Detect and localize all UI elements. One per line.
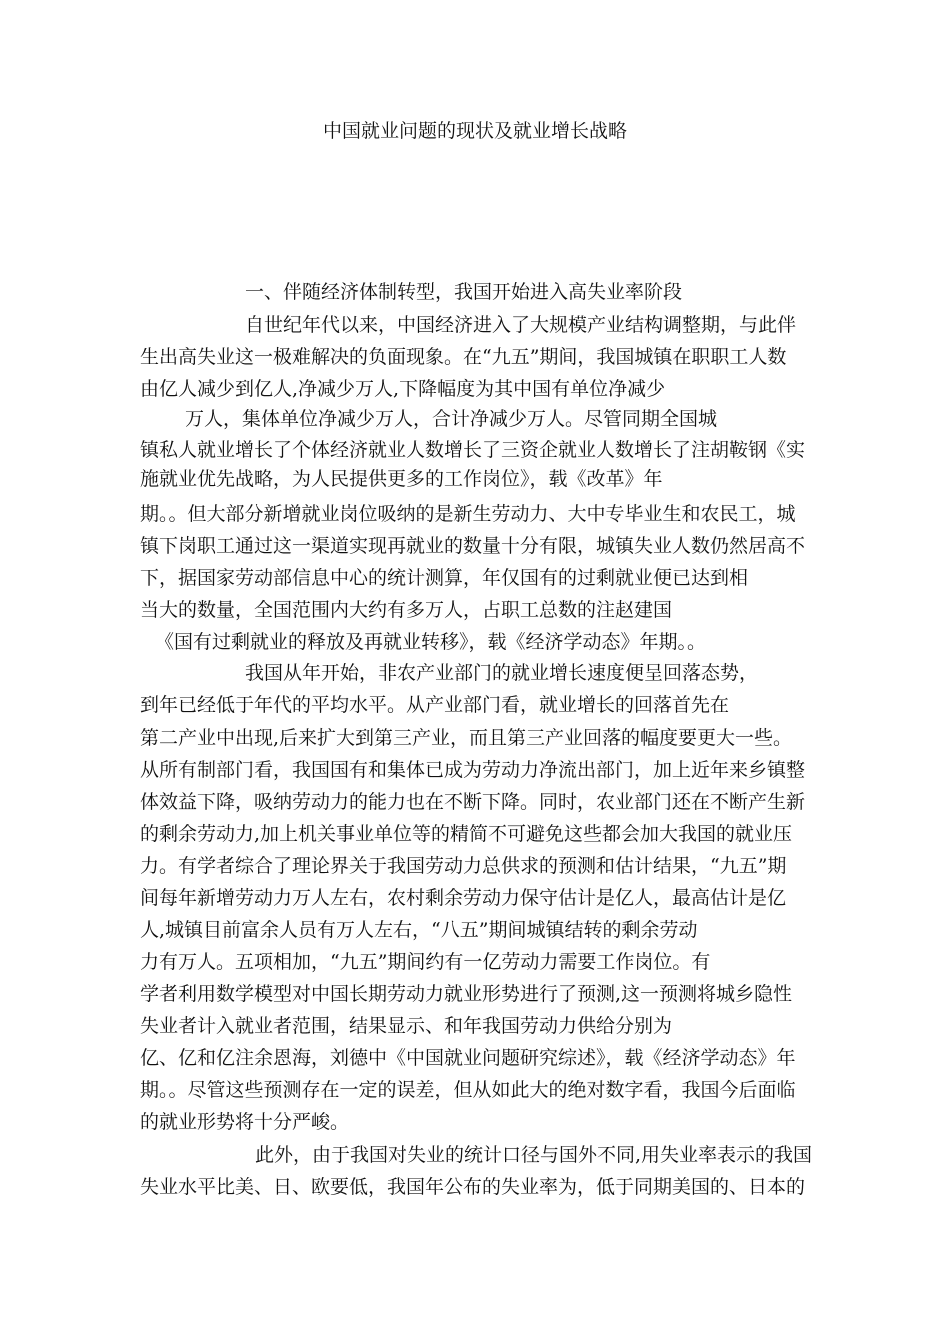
paragraph-line: 第二产业中出现,后来扩大到第三产业，而且第三产业回落的幅度要更大一些。	[140, 727, 793, 749]
paragraph-line: 此外，由于我国对失业的统计口径与国外不同,用失业率表示的我国	[255, 1144, 813, 1166]
paragraph-line: 施就业优先战略，为人民提供更多的工作岗位》，载《改革》年	[140, 468, 663, 490]
paragraph-line: 亿、亿和亿注余恩海，刘德中《中国就业问题研究综述》，载《经济学动态》年	[140, 1047, 796, 1069]
paragraph-line: 镇下岗职工通过这一渠道实现再就业的数量十分有限，城镇失业人数仍然居高不	[140, 535, 806, 557]
paragraph-line: 镇私人就业增长了个体经济就业人数增长了三资企就业人数增长了注胡鞍钢《实	[140, 439, 806, 461]
paragraph-line: 期。。但大部分新增就业岗位吸纳的是新生劳动力、大中专毕业生和农民工，城	[140, 503, 796, 525]
paragraph-line: 自世纪年代以来，中国经济进入了大规模产业结构调整期，与此伴	[245, 314, 797, 336]
paragraph-line: 间每年新增劳动力万人左右，农村剩余劳动力保守估计是亿人，最高估计是亿	[140, 887, 787, 909]
paragraph-line: 由亿人减少到亿人,净减少万人,下降幅度为其中国有单位净减少	[140, 378, 666, 400]
paragraph-line: 失业水平比美、日、欧要低，我国年公布的失业率为，低于同期美国的、日本的	[140, 1176, 806, 1198]
paragraph-line: 力有万人。五项相加，“九五”期间约有一亿劳动力需要工作岗位。有	[140, 951, 711, 973]
paragraph-line: 体效益下降，吸纳劳动力的能力也在不断下降。同时，农业部门还在不断产生新	[140, 791, 806, 813]
section-heading: 一、伴随经济体制转型，我国开始进入高失业率阶段	[245, 281, 683, 303]
paragraph-line: 到年已经低于年代的平均水平。从产业部门看，就业增长的回落首先在	[140, 694, 730, 716]
paragraph-line: 人,城镇目前富余人员有万人左右，“八五”期间城镇结转的剩余劳动	[140, 919, 698, 941]
paragraph-line: 的就业形势将十分严峻。	[140, 1111, 350, 1133]
paragraph-line: 我国从年开始，非农产业部门的就业增长速度便呈回落态势，	[245, 662, 759, 684]
paragraph-line: 万人，集体单位净减少万人，合计净减少万人。尽管同期全国城	[185, 408, 718, 430]
paragraph-line: 期。。尽管这些预测存在一定的误差，但从如此大的绝对数字看，我国今后面临	[140, 1079, 796, 1101]
paragraph-line: 的剩余劳动力,加上机关事业单位等的精简不可避免这些都会加大我国的就业压	[140, 823, 793, 845]
paragraph-line: 下，据国家劳动部信息中心的统计测算，年仅国有的过剩就业便已达到相	[140, 567, 749, 589]
paragraph-line: 学者利用数学模型对中国长期劳动力就业形势进行了预测,这一预测将城乡隐性	[140, 983, 793, 1005]
document-title: 中国就业问题的现状及就业增长战略	[322, 120, 627, 142]
paragraph-line: 从所有制部门看，我国国有和集体已成为劳动力净流出部门，加上近年来乡镇整	[140, 759, 806, 781]
paragraph-line: 《国有过剩就业的释放及再就业转移》，载《经济学动态》年期。。	[155, 631, 707, 653]
paragraph-line: 力。有学者综合了理论界关于我国劳动力总供求的预测和估计结果，“九五”期	[140, 855, 787, 877]
paragraph-line: 生出高失业这一极难解决的负面现象。在“九五”期间，我国城镇在职职工人数	[140, 346, 787, 368]
paragraph-line: 失业者计入就业者范围，结果显示、和年我国劳动力供给分别为	[140, 1015, 673, 1037]
paragraph-line: 当大的数量，全国范围内大约有多万人，占职工总数的注赵建国	[140, 599, 673, 621]
